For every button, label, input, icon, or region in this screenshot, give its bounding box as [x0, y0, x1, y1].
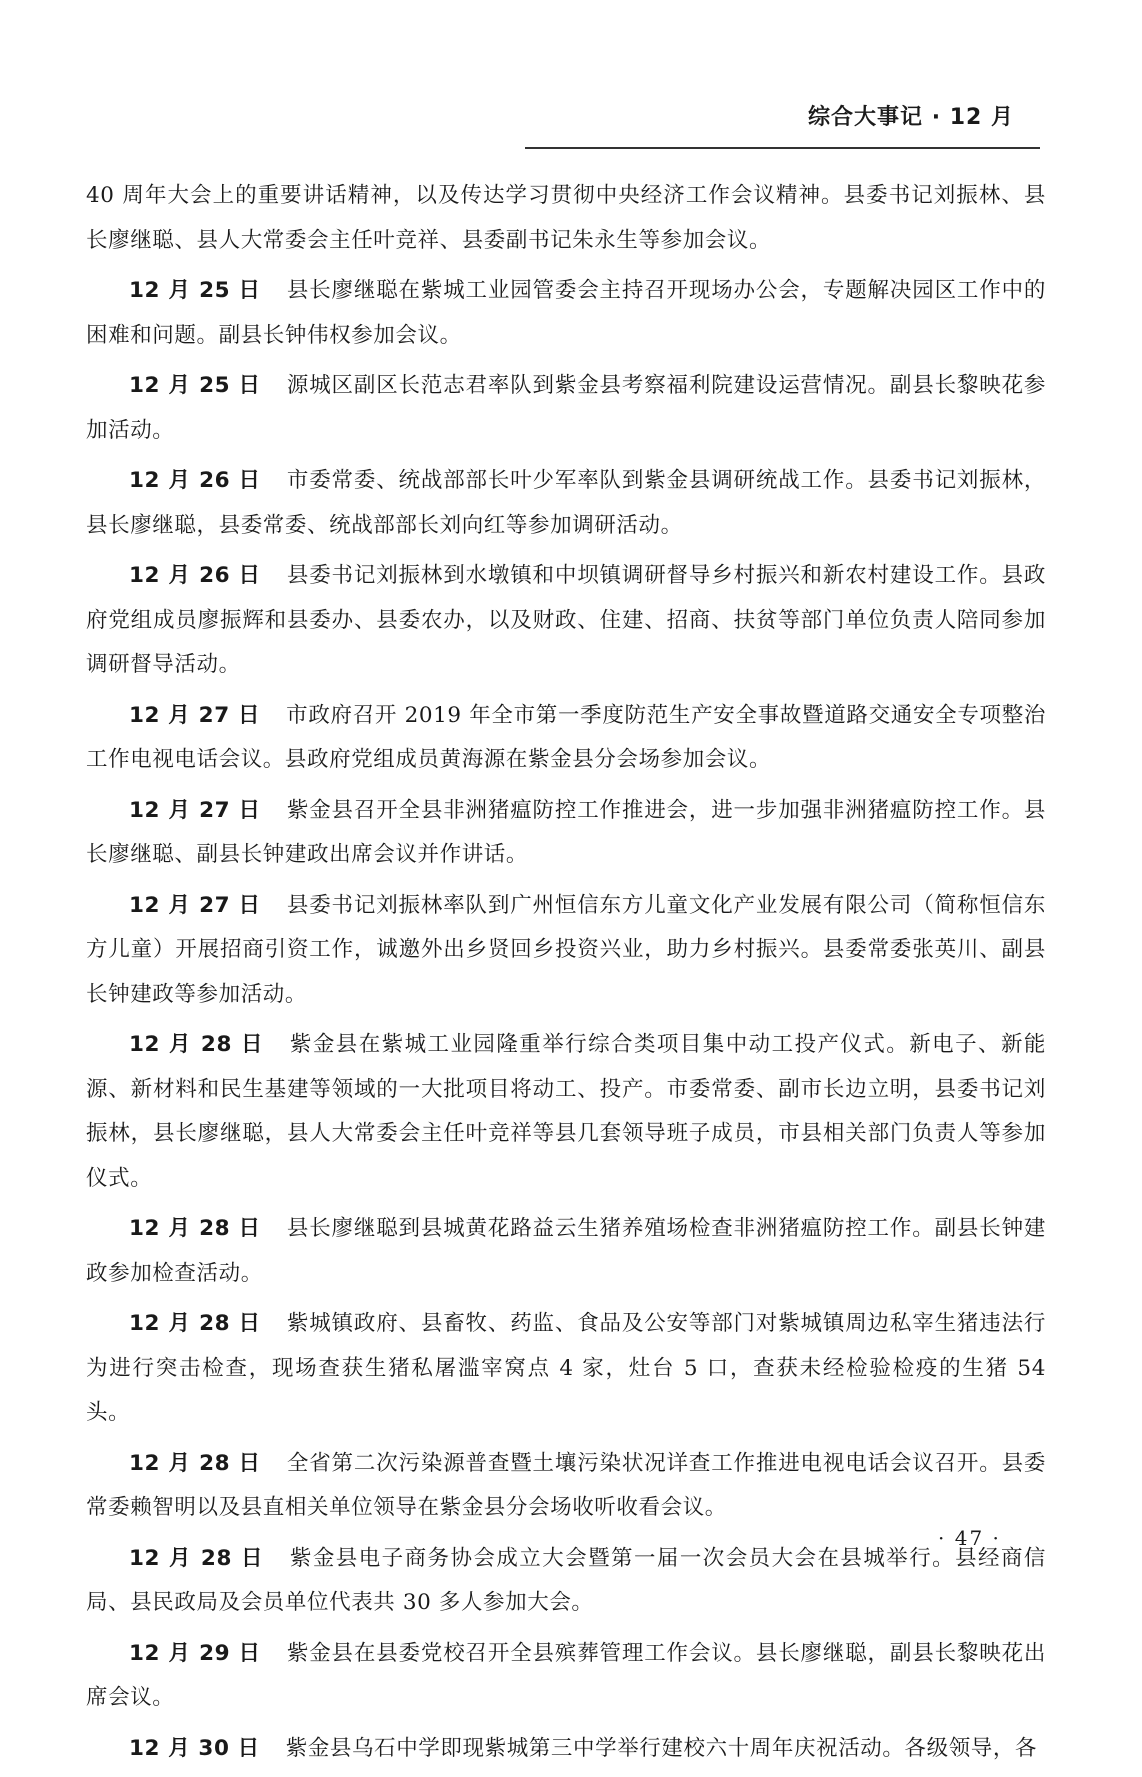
- entry-text: 紫金县乌石中学即现紫城第三中学举行建校六十周年庆祝活动。各级领导，各: [285, 1735, 1038, 1761]
- page-number: · 47 ·: [938, 1526, 1001, 1550]
- entry-paragraph: [86, 1023, 1046, 1201]
- intro-paragraph: 40 周年大会上的重要讲话精神，以及传达学习贯彻中央经济工作会议精神。县委书记刘振林、县长廖继聪、县人大常委会主任叶竞祥、县委副书记朱永生等参加会议。: [86, 183, 1046, 253]
- entry-paragraph: [86, 1727, 1046, 1772]
- entry-date: 12 月 28 日: [129, 1216, 261, 1241]
- entry-paragraph: [86, 269, 1046, 358]
- header-rule: [525, 147, 1040, 149]
- entry-paragraph: [86, 364, 1046, 453]
- entry-paragraph: [86, 554, 1046, 688]
- entry-text: 县长廖继聪在紫城工业园管委会主持召开现场办公会，专题解决园区工作中的困难和问题。副县长钟伟权参加会议。: [86, 278, 1046, 348]
- section-title: 综合大事记 · 12 月: [808, 105, 1014, 130]
- entry-paragraph: [86, 459, 1046, 548]
- entry-date: 12 月 28 日: [129, 1032, 264, 1057]
- entry-date: 12 月 27 日: [129, 702, 261, 728]
- entry-date: 12 月 27 日: [129, 892, 261, 918]
- entry-text: 市委常委、统战部部长叶少军率队到紫金县调研统战工作。县委书记刘振林，县长廖继聪，县委常委、统战部部长刘向红等参加调研活动。: [86, 468, 1046, 538]
- entry-text: 紫金县在县委党校召开全县殡葬管理工作会议。县长廖继聪，副县长黎映花出席会议。: [86, 1640, 1046, 1710]
- entry-paragraph: [86, 1537, 1046, 1626]
- entry-paragraph: [86, 1442, 1046, 1531]
- entry-text: 县委书记刘振林率队到广州恒信东方儿童文化产业发展有限公司（简称恒信东方儿童）开展招商引资工作，诚邀外出乡贤回乡投资兴业，助力乡村振兴。县委常委张英川、副县长钟建政等参加活动。: [86, 892, 1046, 1007]
- entry-date: 12 月 26 日: [129, 563, 261, 588]
- entry-text: 紫金县电子商务协会成立大会暨第一届一次会员大会在县城举行。县经商信局、县民政局及会员单位代表共 30 多人参加大会。: [86, 1545, 1046, 1615]
- entry-date: 12 月 25 日: [129, 278, 261, 303]
- entry-list: [86, 269, 1046, 1771]
- document-body: [86, 174, 1046, 1777]
- entry-text: 县长廖继聪到县城黄花路益云生猪养殖场检查非洲猪瘟防控工作。副县长钟建政参加检查活动。: [86, 1216, 1046, 1286]
- entry-date: 12 月 25 日: [129, 373, 261, 398]
- entry-paragraph: [86, 884, 1046, 1018]
- entry-text: 紫城镇政府、县畜牧、药监、食品及公安等部门对紫城镇周边私宰生猪违法行为进行突击检查，现场查获生猪私屠滥宰窝点 4 家，灶台 5 口，查获未经检验检疫的生猪 54 头。: [86, 1311, 1046, 1425]
- entry-paragraph: [86, 694, 1046, 783]
- entry-date: 12 月 29 日: [129, 1640, 261, 1666]
- entry-text: 全省第二次污染源普查暨土壤污染状况详查工作推进电视电话会议召开。县委常委赖智明以及县直相关单位领导在紫金县分会场收听收看会议。: [86, 1450, 1046, 1520]
- entry-text: 源城区副区长范志君率队到紫金县考察福利院建设运营情况。副县长黎映花参加活动。: [86, 373, 1046, 443]
- entry-date: 12 月 28 日: [129, 1545, 264, 1571]
- entry-text: 紫金县在紫城工业园隆重举行综合类项目集中动工投产仪式。新电子、新能源、新材料和民生基建等领域的一大批项目将动工、投产。市委常委、副市长边立明，县委书记刘振林，县长廖继聪，县人大常委会主任叶竞祥等县几套领导班子成员，市县相关部门负责人等参加仪式。: [86, 1032, 1046, 1191]
- entry-date: 12 月 27 日: [129, 797, 261, 823]
- entry-paragraph: [86, 789, 1046, 878]
- entry-paragraph: [86, 1207, 1046, 1296]
- entry-date: 12 月 26 日: [129, 468, 261, 493]
- entry-date: 12 月 28 日: [129, 1450, 261, 1476]
- entry-date: 12 月 30 日: [129, 1735, 260, 1761]
- entry-date: 12 月 28 日: [129, 1311, 261, 1336]
- entry-text: 市政府召开 2019 年全市第一季度防范生产安全事故暨道路交通安全专项整治工作电视电话会议。县政府党组成员黄海源在紫金县分会场参加会议。: [86, 702, 1046, 772]
- entry-text: 县委书记刘振林到水墩镇和中坝镇调研督导乡村振兴和新农村建设工作。县政府党组成员廖振辉和县委办、县委农办，以及财政、住建、招商、扶贫等部门单位负责人陪同参加调研督导活动。: [86, 563, 1046, 677]
- entry-text: 紫金县召开全县非洲猪瘟防控工作推进会，进一步加强非洲猪瘟防控工作。县长廖继聪、副县长钟建政出席会议并作讲话。: [86, 797, 1046, 867]
- page-header: [0, 0, 1142, 160]
- entry-paragraph: [86, 1302, 1046, 1436]
- entry-paragraph: [86, 1632, 1046, 1721]
